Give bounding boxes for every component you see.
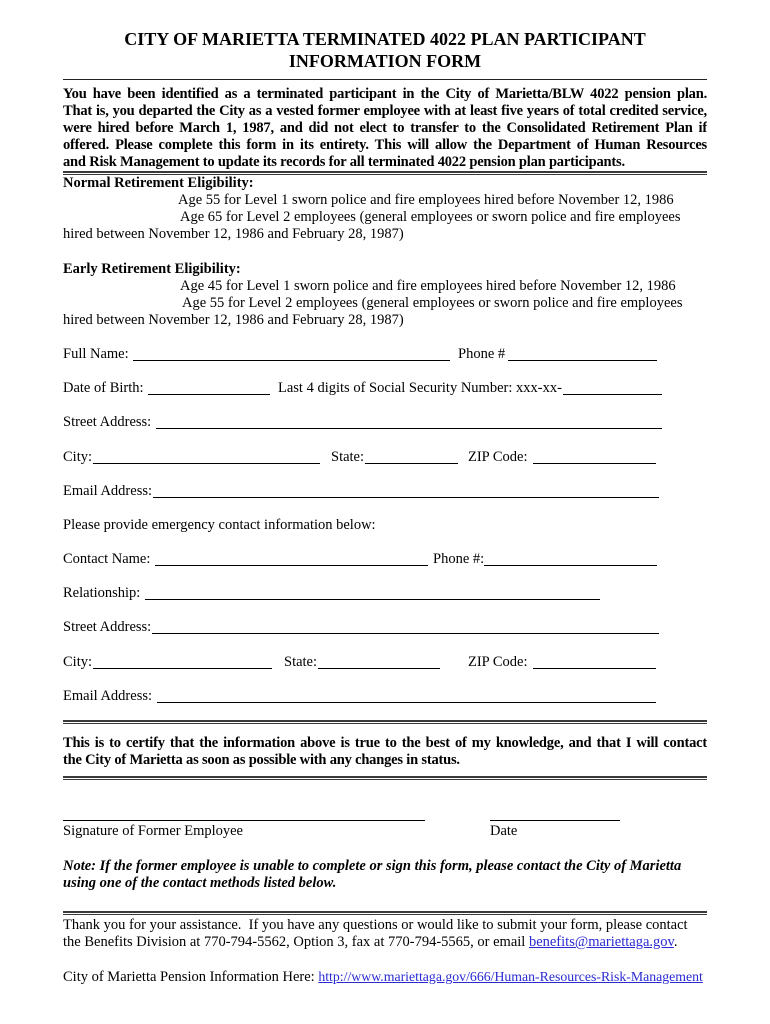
- normal-retirement-heading: Normal Retirement Eligibility:: [63, 175, 254, 191]
- contact-divider: [63, 911, 707, 915]
- pension-info-url-link[interactable]: http://www.mariettaga.gov/666/Human-Resources-Risk-Management: [318, 969, 703, 984]
- contact-name-field[interactable]: [155, 551, 428, 566]
- emergency-state-field[interactable]: [318, 654, 440, 669]
- contact-name-label: Contact Name:: [63, 551, 151, 567]
- title-divider: [63, 79, 707, 80]
- early-retirement-level1-text: Age 45 for Level 1 sworn police and fire employees hired before November 12, 1986: [180, 278, 676, 294]
- pension-info-line: [63, 968, 703, 986]
- ssn-last4-field[interactable]: [563, 380, 662, 395]
- contact-line-2: [63, 934, 677, 951]
- zip-code-label: ZIP Code:: [468, 449, 528, 465]
- certification-line: the City of Marietta as soon as possible with any changes in status.: [63, 752, 460, 768]
- email-address-field[interactable]: [153, 483, 659, 498]
- full-name-field[interactable]: [133, 346, 450, 361]
- certification-bottom-divider: [63, 776, 707, 780]
- state-label: State:: [331, 449, 365, 465]
- note-line: using one of the contact methods listed below.: [63, 875, 337, 891]
- emergency-phone-label: Phone #:: [433, 551, 485, 567]
- benefits-email-link[interactable]: benefits@mariettaga.gov: [528, 934, 674, 950]
- email-address-label: Email Address:: [63, 483, 153, 499]
- intro-line: That is, you departed the City as a vested former employee with at least five years of total credited service,: [63, 103, 707, 119]
- date-label: Date: [490, 823, 518, 839]
- emergency-email-address-field[interactable]: [157, 688, 656, 703]
- intro-line: You have been identified as a terminated participant in the City of Marietta/BLW 4022 pension plan.: [63, 86, 707, 102]
- normal-retirement-level2-text: Age 65 for Level 2 employees (general employees or sworn police and fire employees: [180, 209, 681, 225]
- emergency-phone-field[interactable]: [484, 551, 657, 566]
- phone-field[interactable]: [508, 346, 657, 361]
- emergency-email-address-label: Email Address:: [63, 688, 153, 704]
- emergency-contact-prompt: Please provide emergency contact information below:: [63, 517, 376, 533]
- contact-line-1: Thank you for your assistance. If you have any questions or would like to submit your form, please contact: [63, 917, 688, 933]
- zip-code-field[interactable]: [533, 449, 656, 464]
- intro-line: offered. Please complete this form in its entirety. This will allow the Department of Human Resources: [63, 137, 707, 153]
- form-title-line-2: INFORMATION FORM: [288, 51, 482, 71]
- form-title-line-1: CITY OF MARIETTA TERMINATED 4022 PLAN PARTICIPANT: [124, 29, 646, 49]
- state-field[interactable]: [365, 449, 458, 464]
- early-retirement-heading: Early Retirement Eligibility:: [63, 261, 241, 277]
- contact-line-2-period: .: [673, 934, 678, 950]
- emergency-city-label: City:: [63, 654, 93, 670]
- relationship-field[interactable]: [145, 585, 600, 600]
- signature-field[interactable]: [63, 805, 425, 821]
- emergency-street-address-label: Street Address:: [63, 619, 152, 635]
- phone-label: Phone #: [458, 346, 506, 362]
- date-field[interactable]: [490, 805, 620, 821]
- intro-line: were hired before March 1, 1987, and did not elect to transfer to the Consolidated Retirement Plan if: [63, 120, 707, 136]
- emergency-state-label: State:: [284, 654, 318, 670]
- intro-line: and Risk Management to update its records for all terminated 4022 pension plan participants.: [63, 154, 625, 170]
- certification-statement: [63, 735, 707, 769]
- date-of-birth-field[interactable]: [148, 380, 270, 395]
- emergency-street-address-field[interactable]: [152, 619, 659, 634]
- emergency-zip-code-label: ZIP Code:: [468, 654, 528, 670]
- normal-retirement-level1-text: Age 55 for Level 1 sworn police and fire employees hired before November 12, 1986: [178, 192, 674, 208]
- street-address-field[interactable]: [156, 414, 662, 429]
- emergency-city-field[interactable]: [93, 654, 272, 669]
- street-address-label: Street Address:: [63, 414, 152, 430]
- early-retirement-level2-continued: hired between November 12, 1986 and February 28, 1987): [63, 312, 404, 328]
- city-field[interactable]: [93, 449, 320, 464]
- note-line: Note: If the former employee is unable to complete or sign this form, please contact the City of Marietta: [63, 858, 682, 874]
- city-label: City:: [63, 449, 93, 465]
- pension-info-label: City of Marietta Pension Information Here:: [63, 969, 319, 985]
- ssn-last4-label: Last 4 digits of Social Security Number: xxx-xx-: [278, 380, 562, 396]
- certification-top-divider: [63, 720, 707, 724]
- intro-paragraph: [63, 86, 707, 171]
- emergency-zip-code-field[interactable]: [533, 654, 656, 669]
- date-of-birth-label: Date of Birth:: [63, 380, 144, 396]
- signature-label: Signature of Former Employee: [63, 823, 243, 839]
- full-name-label: Full Name:: [63, 346, 129, 362]
- early-retirement-level2-text: Age 55 for Level 2 employees (general employees or sworn police and fire employees: [182, 295, 683, 311]
- contact-line-2-text: the Benefits Division at 770-794-5562, Option 3, fax at 770-794-5565, or email: [63, 934, 529, 950]
- relationship-label: Relationship:: [63, 585, 141, 601]
- certification-line: This is to certify that the information above is true to the best of my knowledge, and that I will contact: [63, 735, 707, 751]
- normal-retirement-level2-continued: hired between November 12, 1986 and February 28, 1987): [63, 226, 404, 242]
